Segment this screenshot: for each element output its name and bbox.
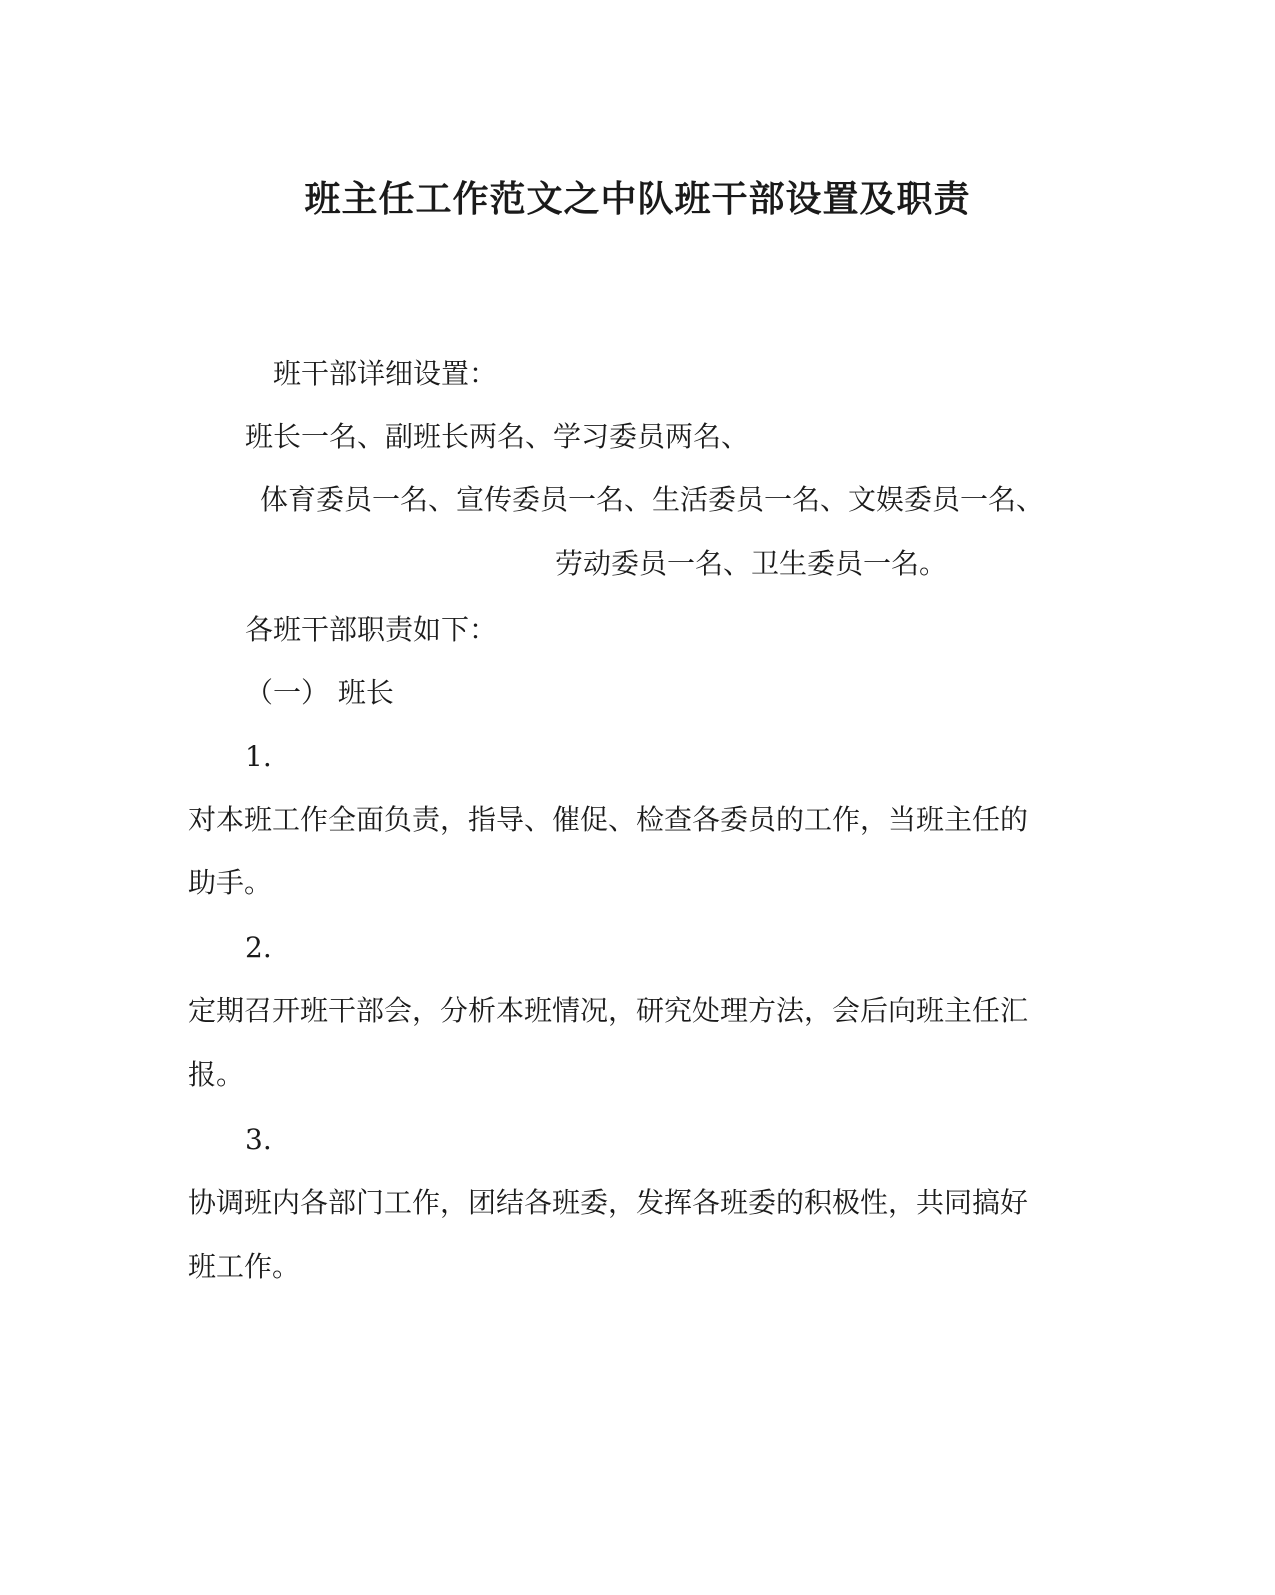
item-3-text-line-2: 班工作。: [188, 1250, 301, 1283]
setup-line-2: 体育委员一名、宣传委员一名、生活委员一名、文娱委员一名、: [260, 483, 1045, 516]
section-name: 班长: [337, 676, 394, 709]
section-label: （一）: [245, 676, 330, 709]
section-heading: [245, 674, 394, 712]
duties-heading: 各班干部职责如下：: [245, 613, 498, 646]
setup-line-1: 班长一名、副班长两名、学习委员两名、: [245, 420, 750, 453]
setup-line-3: 劳动委员一名、卫生委员一名。: [555, 547, 948, 580]
item-3-number: 3.: [245, 1123, 272, 1156]
item-1-text-line-2: 助手。: [188, 866, 273, 899]
item-2-text-line-2: 报。: [188, 1058, 245, 1091]
item-2-number: 2.: [245, 931, 272, 964]
setup-heading: 班干部详细设置：: [273, 357, 498, 390]
item-2-text-line-1: 定期召开班干部会，分析本班情况，研究处理方法，会后向班主任汇: [188, 994, 1029, 1027]
item-3-text-line-1: 协调班内各部门工作，团结各班委，发挥各班委的积极性，共同搞好: [188, 1186, 1029, 1219]
item-1-text-line-1: 对本班工作全面负责，指导、催促、检查各委员的工作，当班主任的: [188, 803, 1029, 836]
item-1-number: 1.: [245, 740, 272, 773]
document-title: 班主任工作范文之中队班干部设置及职责: [304, 179, 971, 220]
